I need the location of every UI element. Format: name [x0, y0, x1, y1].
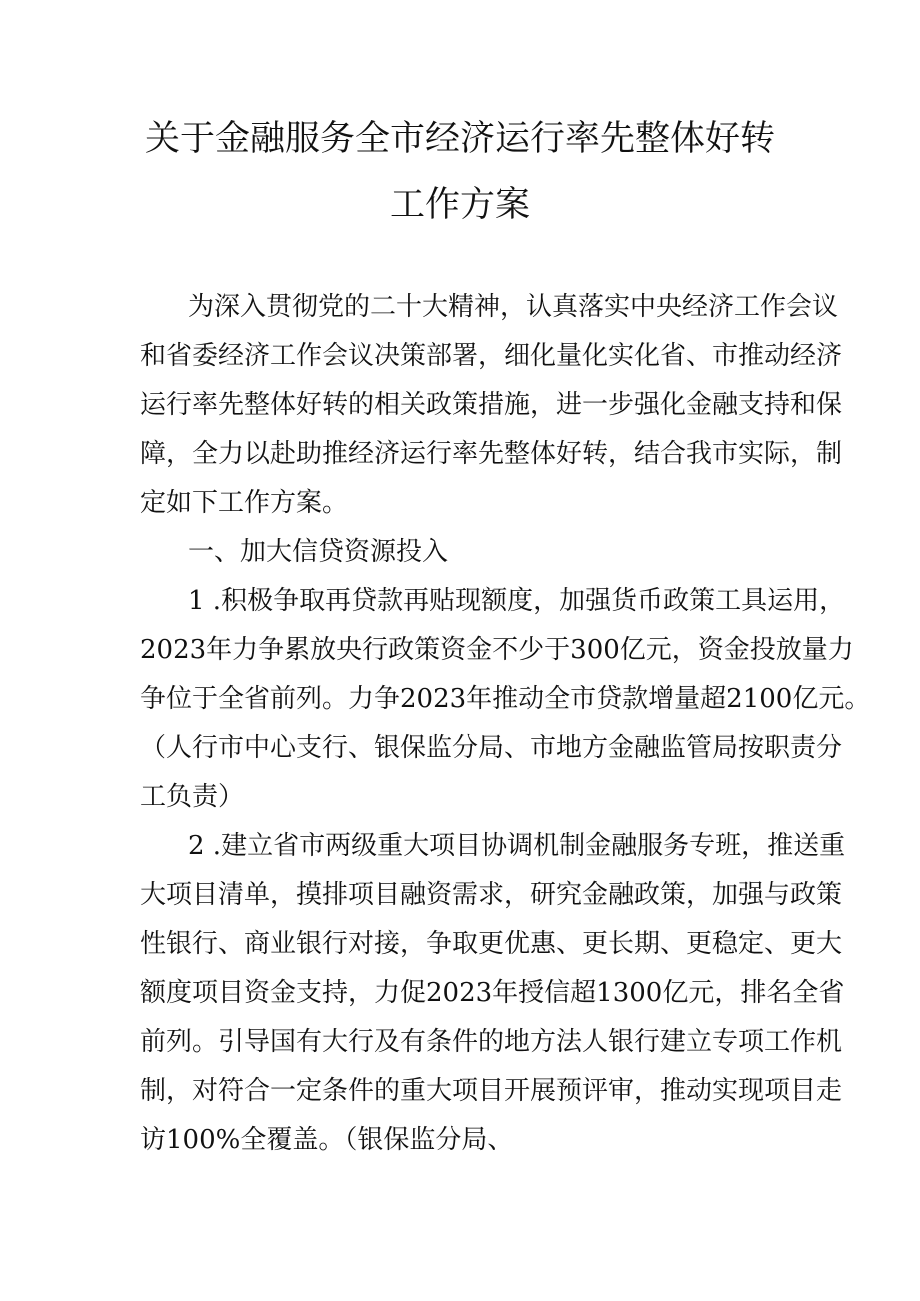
item-1-line-3: 争位于全省前列。力争2023年推动全市贷款增量超2100亿元。	[140, 684, 871, 714]
item-2-line-2: 大项目清单，摸排项目融资需求，研究金融政策，加强与政策	[140, 880, 843, 910]
intro-paragraph-line-1: 为深入贯彻党的二十大精神，认真落实中央经济工作会议	[188, 292, 839, 322]
intro-paragraph-line-2: 和省委经济工作会议决策部署，细化量化实化省、市推动经济	[140, 341, 843, 371]
item-1-line-2: 2023年力争累放央行政策资金不少于300亿元，资金投放量力	[140, 635, 854, 665]
intro-paragraph-line-3: 运行率先整体好转的相关政策措施，进一步强化金融支持和保	[140, 390, 843, 420]
item-2-line-6: 制，对符合一定条件的重大项目开展预评审，推动实现项目走	[140, 1076, 843, 1106]
item-2-line-7: 访100%全覆盖。（银保监分局、	[140, 1125, 514, 1155]
item-1-line-1: 1 .积极争取再贷款再贴现额度，加强货币政策工具运用，	[188, 586, 846, 616]
intro-paragraph-line-4: 障，全力以赴助推经济运行率先整体好转，结合我市实际，制	[140, 439, 843, 469]
document-title-line-2: 工作方案	[389, 185, 530, 225]
item-2-line-4: 额度项目资金支持，力促2023年授信超1300亿元，排名全省	[140, 978, 845, 1008]
item-1-line-4: （人行市中心支行、银保监分局、市地方金融监管局按职责分	[140, 733, 843, 763]
item-2-line-5: 前列。引导国有大行及有条件的地方法人银行建立专项工作机	[140, 1027, 843, 1057]
item-1-line-5: 工负责）	[140, 782, 245, 812]
item-2-line-3: 性银行、商业银行对接，争取更优惠、更长期、更稳定、更大	[140, 929, 843, 959]
intro-paragraph-line-5: 定如下工作方案。	[140, 488, 349, 518]
document-title-line-1: 关于金融服务全市经济运行率先整体好转	[144, 119, 775, 159]
item-2-line-1: 2 .建立省市两级重大项目协调机制金融服务专班，推送重	[188, 831, 846, 861]
section-heading: 一、加大信贷资源投入	[188, 537, 449, 567]
